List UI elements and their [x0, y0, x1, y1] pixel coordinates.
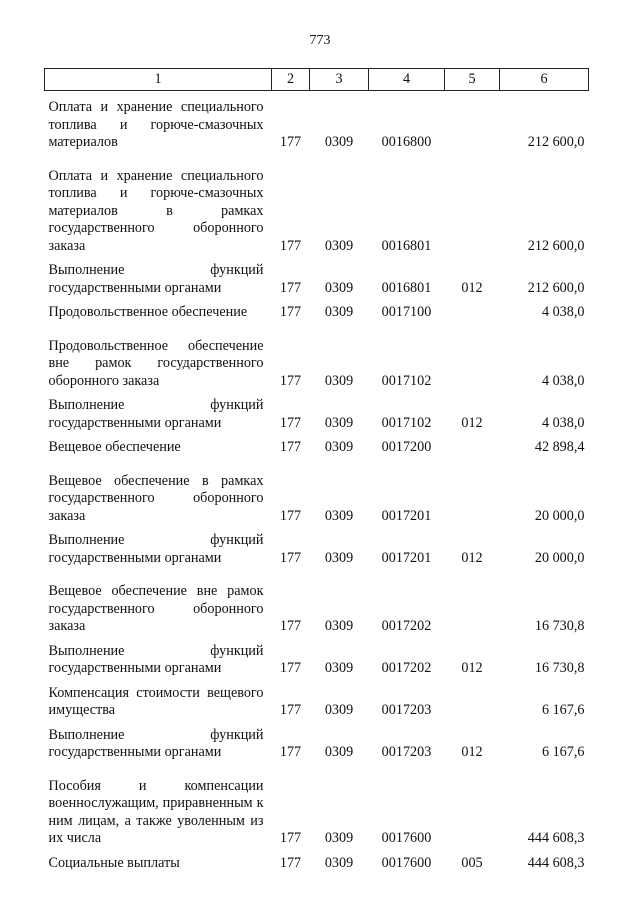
row-amount: 4 038,0 — [541, 304, 585, 320]
row-section: 0309 — [324, 237, 354, 254]
row-target-article: 0017600 — [381, 830, 432, 846]
row-expense-type — [445, 765, 500, 851]
row-expense-type: 012 — [461, 279, 483, 296]
row-section: 0309 — [324, 830, 354, 846]
row-amount: 20 000,0 — [534, 549, 585, 566]
row-expense-type — [445, 570, 500, 639]
row-chapter: 177 — [279, 134, 302, 150]
row-amount: 6 167,6 — [541, 744, 585, 760]
row-target-article: 0016801 — [381, 279, 432, 296]
row-name: Выполнение функций государственными органами — [48, 726, 264, 760]
row-chapter: 177 — [279, 702, 302, 718]
row-section: 0309 — [324, 134, 354, 150]
row-amount: 444 608,3 — [527, 854, 585, 871]
row-chapter: 177 — [279, 744, 302, 760]
row-amount: 212 600,0 — [527, 237, 585, 254]
row-chapter: 177 — [279, 372, 302, 389]
row-name: Пособия и компенсации военнослужащим, приравненным к ним лицам, а также уволенным из их числа — [48, 777, 264, 846]
row-target-article: 0017600 — [381, 854, 432, 871]
table-row — [45, 765, 589, 851]
row-name: Вещевое обеспечение вне рамок государственного оборонного заказа — [48, 583, 264, 634]
row-target-article: 0017202 — [381, 660, 432, 676]
row-target-article: 0017102 — [381, 372, 432, 389]
header-row — [45, 69, 589, 91]
row-target-article: 0017203 — [381, 744, 432, 760]
table-body — [45, 91, 589, 876]
row-amount: 4 038,0 — [541, 414, 585, 431]
header-col-6: 6 — [500, 69, 589, 91]
table-row — [45, 300, 589, 325]
row-section: 0309 — [324, 279, 354, 296]
row-name: Оплата и хранение специального топлива и горюче-смазочных материалов — [48, 99, 264, 150]
row-amount: 6 167,6 — [541, 702, 585, 718]
row-name: Выполнение функций государственными органами — [48, 397, 264, 431]
row-chapter: 177 — [279, 618, 302, 634]
row-name: Выполнение функций государственными органами — [48, 262, 264, 296]
row-expense-type — [445, 91, 500, 155]
row-section: 0309 — [324, 549, 354, 566]
table-row — [45, 528, 589, 570]
row-target-article: 0017200 — [381, 439, 432, 455]
row-target-article: 0017201 — [381, 549, 432, 566]
row-amount: 42 898,4 — [534, 439, 585, 455]
header-col-5: 5 — [445, 69, 500, 91]
table-row — [45, 325, 589, 394]
row-section: 0309 — [324, 304, 354, 320]
row-name: Оплата и хранение специального топлива и горюче-смазочных материалов в рамках государственного оборонного заказа — [48, 167, 264, 254]
row-chapter: 177 — [279, 830, 302, 846]
row-chapter: 177 — [279, 304, 302, 320]
row-expense-type — [445, 460, 500, 529]
table-row — [45, 258, 589, 300]
header-col-2: 2 — [272, 69, 310, 91]
row-amount: 4 038,0 — [541, 372, 585, 389]
row-expense-type — [445, 155, 500, 259]
row-expense-type: 012 — [461, 414, 483, 431]
table-header — [45, 69, 589, 91]
page-number: 773 — [309, 33, 331, 48]
row-chapter: 177 — [279, 549, 302, 566]
table-row — [45, 851, 589, 876]
table-row — [45, 435, 589, 460]
row-chapter: 177 — [279, 660, 302, 676]
row-target-article: 0017100 — [381, 304, 432, 320]
row-section: 0309 — [324, 372, 354, 389]
row-chapter: 177 — [279, 237, 302, 254]
row-chapter: 177 — [279, 279, 302, 296]
row-target-article: 0017203 — [381, 702, 432, 718]
row-name: Продовольственное обеспечение вне рамок государственного оборонного заказа — [48, 337, 264, 389]
table-row — [45, 460, 589, 529]
header-col-4: 4 — [369, 69, 445, 91]
header-col-1: 1 — [45, 69, 272, 91]
table-row — [45, 723, 589, 765]
row-target-article: 0016800 — [381, 134, 432, 150]
budget-table-container — [44, 68, 588, 875]
row-target-article: 0016801 — [381, 237, 432, 254]
row-section: 0309 — [324, 414, 354, 431]
row-chapter: 177 — [279, 414, 302, 431]
row-section: 0309 — [324, 660, 354, 676]
row-amount: 212 600,0 — [527, 134, 585, 150]
row-chapter: 177 — [279, 439, 302, 455]
row-name: Компенсация стоимости вещевого имущества — [48, 684, 264, 718]
row-amount: 212 600,0 — [527, 279, 585, 296]
table-row — [45, 570, 589, 639]
budget-table — [44, 68, 589, 875]
row-section: 0309 — [324, 439, 354, 455]
row-name: Вещевое обеспечение — [48, 439, 181, 455]
table-row — [45, 91, 589, 155]
row-expense-type: 012 — [461, 660, 483, 676]
row-section: 0309 — [324, 854, 354, 871]
row-chapter: 177 — [279, 854, 302, 871]
row-expense-type: 005 — [461, 854, 483, 871]
row-expense-type — [445, 300, 500, 325]
row-expense-type: 012 — [461, 744, 483, 760]
header-col-3: 3 — [310, 69, 369, 91]
row-target-article: 0017102 — [381, 414, 432, 431]
row-amount: 20 000,0 — [534, 507, 585, 524]
row-expense-type — [445, 325, 500, 394]
row-amount: 444 608,3 — [527, 830, 585, 846]
row-name: Выполнение функций государственными органами — [48, 642, 264, 676]
row-name: Выполнение функций государственными органами — [48, 532, 264, 566]
row-section: 0309 — [324, 618, 354, 634]
row-name: Продовольственное обеспечение — [48, 304, 248, 320]
row-chapter: 177 — [279, 507, 302, 524]
row-expense-type — [445, 435, 500, 460]
row-section: 0309 — [324, 507, 354, 524]
row-expense-type: 012 — [461, 549, 483, 566]
row-section: 0309 — [324, 702, 354, 718]
row-target-article: 0017202 — [381, 618, 432, 634]
table-row — [45, 639, 589, 681]
row-target-article: 0017201 — [381, 507, 432, 524]
row-amount: 16 730,8 — [534, 660, 585, 676]
table-row — [45, 155, 589, 259]
row-name: Социальные выплаты — [48, 854, 180, 871]
row-name: Вещевое обеспечение в рамках государственного оборонного заказа — [48, 472, 264, 524]
table-row — [45, 681, 589, 723]
table-row — [45, 393, 589, 435]
row-expense-type — [445, 681, 500, 723]
row-section: 0309 — [324, 744, 354, 760]
row-amount: 16 730,8 — [534, 618, 585, 634]
